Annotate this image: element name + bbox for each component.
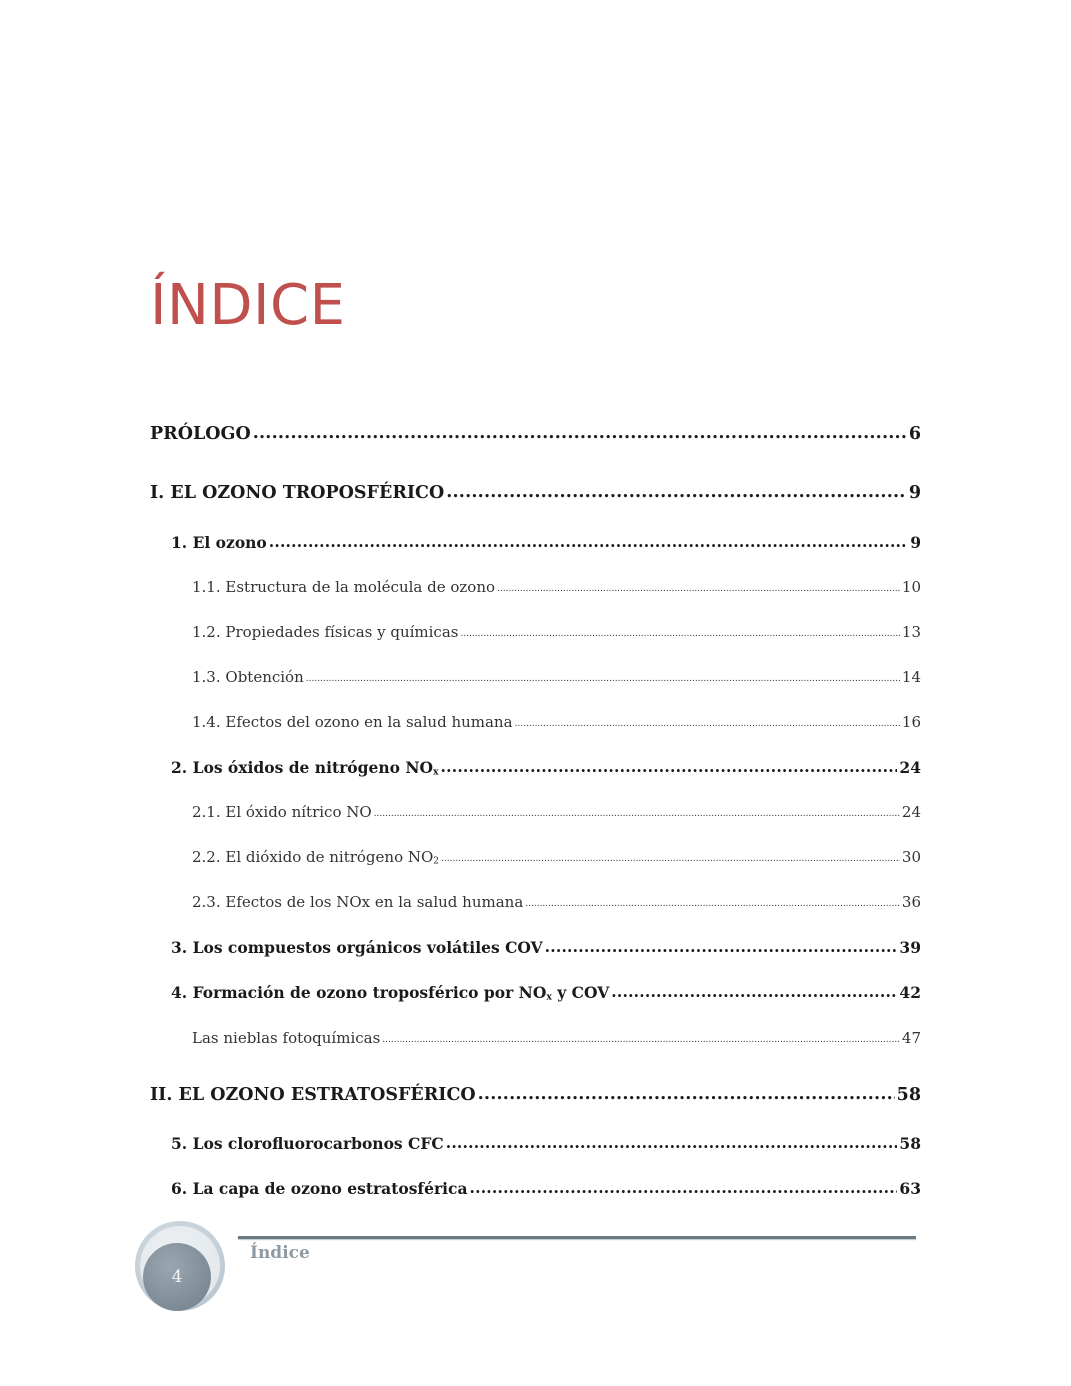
page-number-badge — [143, 1243, 211, 1311]
toc-entry-page: 10 — [901, 578, 921, 596]
toc-entry-label-wrap — [171, 758, 439, 777]
toc-entry-page: 47 — [901, 1029, 921, 1047]
toc-entry-page: 9 — [908, 483, 921, 503]
toc-dot-leader — [497, 577, 900, 595]
toc-entry-subscript: x — [433, 766, 439, 778]
toc-entry-efectos-ozono[interactable] — [192, 713, 921, 731]
toc-dot-leader — [460, 622, 899, 640]
toc-entry-cfc[interactable] — [171, 1134, 921, 1153]
toc-entry-page: 6 — [908, 424, 921, 444]
toc-dot-leader — [374, 802, 900, 820]
toc-dot-leader — [545, 937, 898, 956]
toc-entry-label: 1.1. Estructura de la molécula de ozono — [192, 578, 496, 596]
page-title: ÍNDICE — [150, 273, 346, 338]
toc-entry-label: 2.3. Efectos de los NOx en la salud humana — [192, 893, 524, 911]
toc-dot-leader — [515, 712, 900, 730]
toc-dot-leader — [269, 532, 908, 551]
toc-entry-label: Las nieblas fotoquímicas — [192, 1029, 381, 1047]
toc-entry-page: 36 — [901, 893, 921, 911]
toc-dot-leader — [525, 892, 900, 910]
toc-entry-capa-ozono[interactable] — [171, 1179, 921, 1198]
toc-dot-leader — [382, 1028, 900, 1046]
toc-entry-page: 42 — [899, 983, 921, 1002]
toc-entry-label: 2. Los óxidos de nitrógeno NO — [171, 758, 433, 777]
toc-entry-obtencion[interactable] — [192, 668, 921, 686]
toc-entry-propiedades[interactable] — [192, 623, 921, 641]
toc-entry-nieblas[interactable] — [192, 1029, 921, 1047]
toc-entry-page: 24 — [899, 758, 921, 777]
toc-entry-label: 3. Los compuestos orgánicos volátiles COV — [171, 938, 543, 957]
toc-entry-label-wrap — [192, 848, 439, 866]
toc-entry-cov[interactable] — [171, 938, 921, 957]
toc-entry-page: 16 — [901, 713, 921, 731]
toc-entry-label-wrap — [171, 983, 609, 1002]
page-number: 4 — [171, 1267, 183, 1287]
toc-entry-el-ozono[interactable] — [171, 533, 921, 552]
footer-section-label: Índice — [250, 1243, 310, 1263]
toc-entry-page: 58 — [899, 1134, 921, 1153]
toc-entry-page: 13 — [901, 623, 921, 641]
toc-dot-leader — [611, 982, 897, 1001]
toc-entry-formacion-ozono[interactable] — [171, 983, 921, 1002]
toc-dot-leader — [446, 1133, 898, 1152]
toc-dot-leader — [478, 1084, 895, 1104]
toc-entry-oxido-nitrico[interactable] — [192, 803, 921, 821]
toc-entry-label: 1.2. Propiedades físicas y químicas — [192, 623, 459, 641]
toc-entry-label: 2.2. El dióxido de nitrógeno NO — [192, 848, 434, 866]
toc-entry-page: 14 — [901, 668, 921, 686]
toc-entry-label: I. EL OZONO TROPOSFÉRICO — [150, 483, 445, 503]
toc-dot-leader — [306, 667, 900, 685]
toc-entry-ozono-troposferico[interactable] — [150, 483, 921, 503]
toc-entry-label: 6. La capa de ozono estratosférica — [171, 1179, 468, 1198]
toc-entry-page: 9 — [910, 533, 921, 552]
toc-entry-page: 63 — [899, 1179, 921, 1198]
toc-entry-label: 5. Los clorofluorocarbonos CFC — [171, 1134, 444, 1153]
toc-entry-label: 1.4. Efectos del ozono en la salud humana — [192, 713, 513, 731]
toc-entry-efectos-nox[interactable] — [192, 893, 921, 911]
toc-entry-label: II. EL OZONO ESTRATOSFÉRICO — [150, 1085, 476, 1105]
toc-entry-page: 24 — [901, 803, 921, 821]
toc-entry-dioxido-nitrogeno[interactable] — [192, 848, 921, 866]
toc-dot-leader — [446, 482, 907, 502]
toc-dot-leader — [253, 423, 907, 443]
toc-entry-label: 1.3. Obtención — [192, 668, 304, 686]
toc-entry-subscript: 2 — [433, 856, 440, 867]
toc-entry-label: 1. El ozono — [171, 533, 267, 552]
toc-entry-label: 4. Formación de ozono troposférico por NO — [171, 983, 547, 1002]
toc-entry-label-tail: y COV — [551, 983, 610, 1002]
toc-dot-leader — [470, 1178, 898, 1197]
toc-entry-label: PRÓLOGO — [150, 424, 251, 444]
toc-entry-label: 2.1. El óxido nítrico NO — [192, 803, 372, 821]
toc-entry-ozono-estratosferico[interactable] — [150, 1085, 921, 1105]
toc-entry-page: 58 — [896, 1085, 921, 1105]
toc-entry-oxidos-nitrogeno[interactable] — [171, 758, 921, 777]
footer-divider — [238, 1236, 916, 1239]
toc-entry-page: 39 — [899, 938, 921, 957]
toc-entry-page: 30 — [901, 848, 921, 866]
toc-dot-leader — [441, 847, 900, 865]
toc-dot-leader — [441, 757, 898, 776]
toc-entry-subscript: x — [546, 991, 552, 1003]
toc-entry-prologo[interactable] — [150, 424, 921, 444]
toc-entry-estructura[interactable] — [192, 578, 921, 596]
